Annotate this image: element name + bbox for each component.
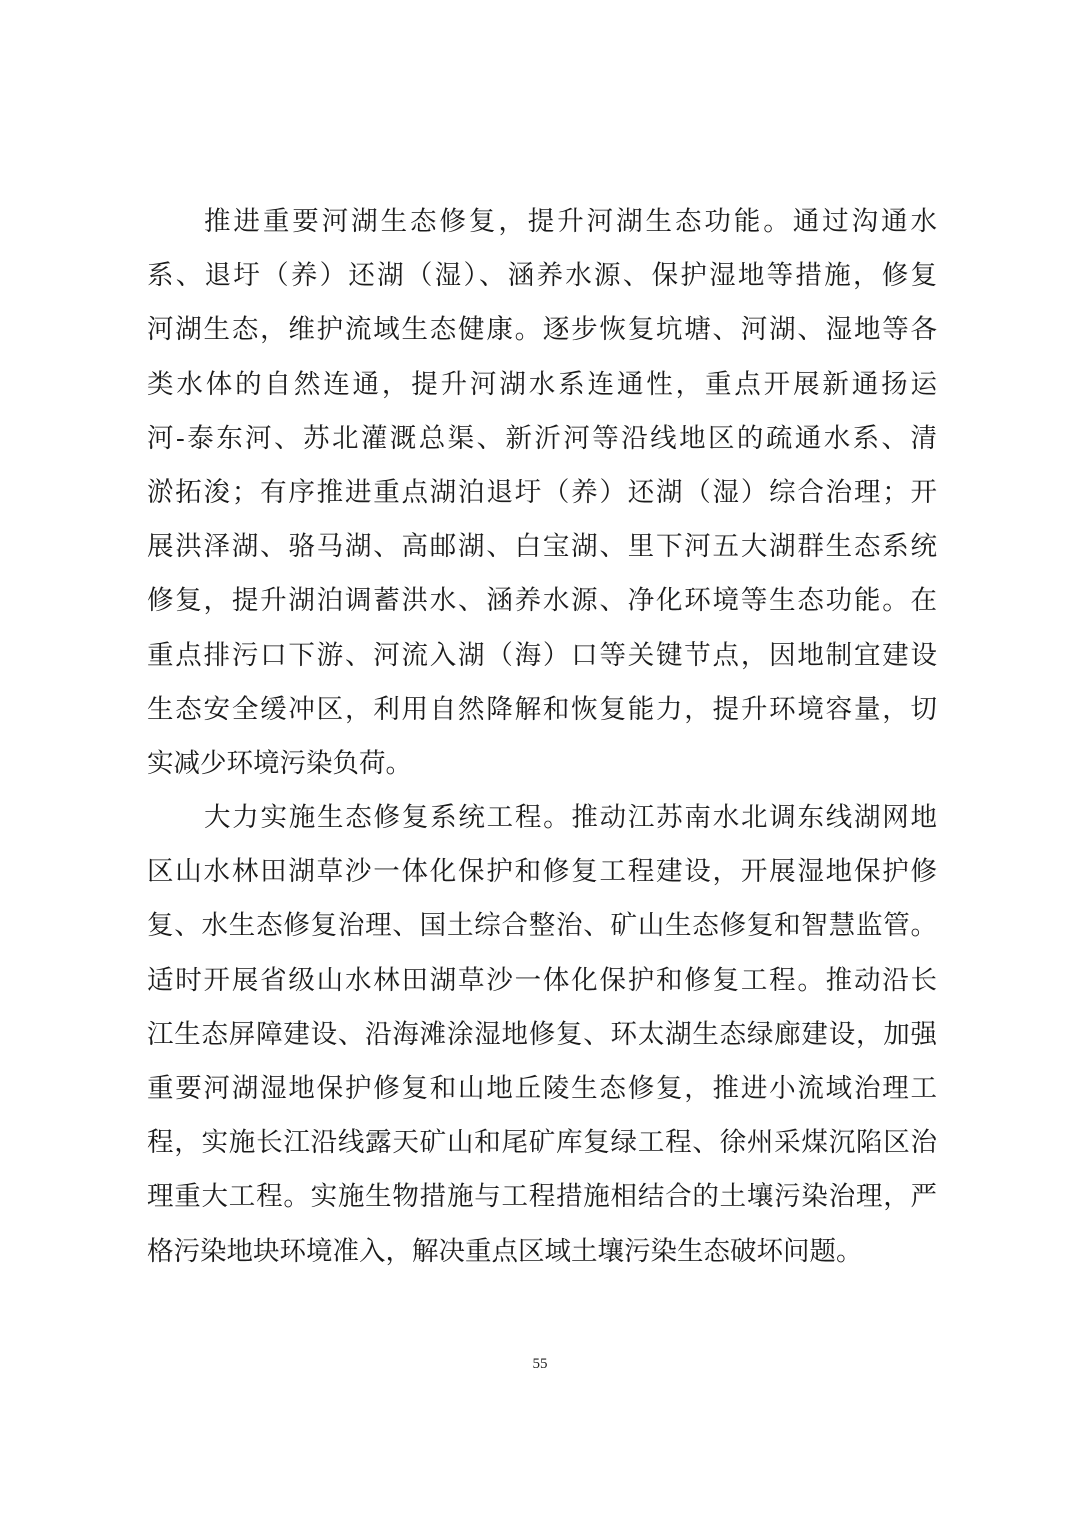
paragraph-1-line: 实减少环境污染负荷。: [147, 747, 412, 779]
paragraph-1-line: 生态安全缓冲区，利用自然降解和恢复能力，提升环境容量，切: [147, 693, 937, 725]
page-number: 55: [532, 1356, 548, 1372]
paragraph-1-line: 河湖生态，维护流域生态健康。逐步恢复坑塘、河湖、湿地等各: [147, 314, 937, 346]
paragraph-1-line: 河-泰东河、苏北灌溉总渠、新沂河等沿线地区的疏通水系、清: [147, 422, 937, 454]
paragraph-1-line: 淤拓浚；有序推进重点湖泊退圩（养）还湖（湿）综合治理；开: [147, 476, 937, 508]
paragraph-2-line: 江生态屏障建设、沿海滩涂湿地修复、环太湖生态绿廊建设，加强: [147, 1018, 937, 1050]
paragraph-2-line: 重要河湖湿地保护修复和山地丘陵生态修复，推进小流域治理工: [147, 1073, 937, 1104]
paragraph-2-headline: 大力实施生态修复系统工程。: [204, 802, 572, 834]
paragraph-2-text: 推动江苏南水北调东线湖网地: [571, 802, 938, 834]
paragraph-2-line: 格污染地块环境准入，解决重点区域土壤污染生态破坏问题。: [147, 1235, 863, 1267]
paragraph-1-text: 通过沟通水: [792, 206, 937, 237]
paragraph-2-line-1: [147, 791, 937, 845]
paragraph-2-line: 区山水林田湖草沙一体化保护和修复工程建设，开展湿地保护修: [147, 856, 937, 888]
paragraph-2-line: 复、水生态修复治理、国土综合整治、矿山生态修复和智慧监管。: [147, 910, 937, 942]
paragraph-2-line: 理重大工程。实施生物措施与工程措施相结合的土壤污染治理，严: [147, 1181, 937, 1213]
paragraph-1-headline: 推进重要河湖生态修复，提升河湖生态功能。: [204, 206, 793, 237]
paragraph-1-line: 类水体的自然连通，提升河湖水系连通性，重点开展新通扬运: [147, 368, 937, 400]
paragraph-1-line-1: [147, 195, 937, 249]
body-text: [147, 195, 937, 1279]
paragraph-1-line: 重点排污口下游、河流入湖（海）口等关键节点，因地制宜建设: [147, 639, 937, 671]
paragraph-1-line: 展洪泽湖、骆马湖、高邮湖、白宝湖、里下河五大湖群生态系统: [147, 531, 937, 563]
paragraph-2-line: 适时开展省级山水林田湖草沙一体化保护和修复工程。推动沿长: [147, 964, 937, 996]
paragraph-1-line: 系、退圩（养）还湖（湿）、涵养水源、保护湿地等措施，修复: [147, 260, 937, 292]
paragraph-1-line: 修复，提升湖泊调蓄洪水、涵养水源、净化环境等生态功能。在: [147, 585, 937, 617]
paragraph-2-line: 程，实施长江沿线露天矿山和尾矿库复绿工程、徐州采煤沉陷区治: [147, 1127, 937, 1159]
